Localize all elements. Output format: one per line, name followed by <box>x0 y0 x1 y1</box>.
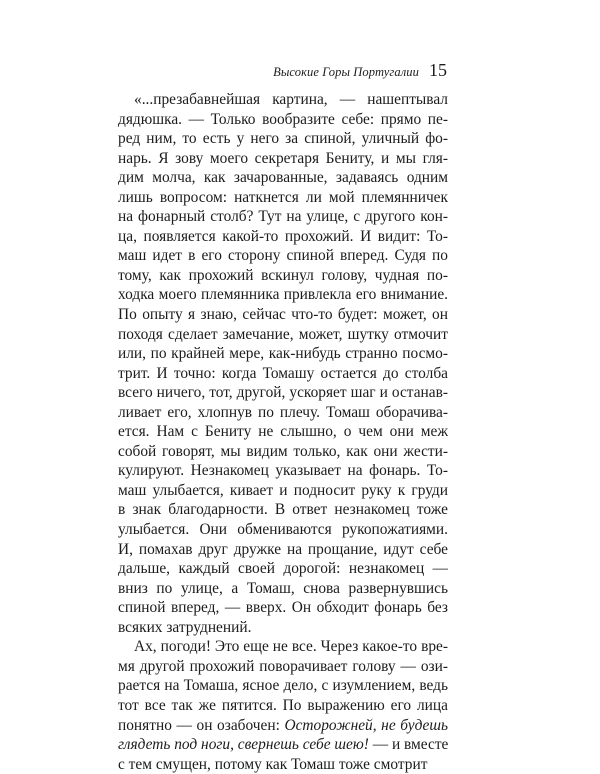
text-segment: маш идет в его сторону спиной вперед. Судя по <box>118 247 448 265</box>
text-segment: всяких затруднений. <box>118 618 252 636</box>
text-segment: в знак благодарности. В ответ незнакомец тоже <box>118 501 448 519</box>
text-segment: дим молча, как зачарованные, задаваясь одним <box>118 169 448 187</box>
text-line <box>118 207 448 227</box>
text-segment: Ах, погоди! Это еще не все. Через какое-то вре- <box>134 638 448 656</box>
text-line <box>118 227 448 247</box>
body-text <box>118 90 448 774</box>
text-line <box>118 481 448 501</box>
text-segment: ца, появляется какой-то прохожий. И видит: То- <box>118 227 448 245</box>
text-line <box>118 129 448 149</box>
text-line <box>118 246 448 266</box>
text-line <box>118 500 448 520</box>
text-segment: «...презабавнейшая картина, — нашептывал <box>134 91 448 108</box>
text-line <box>118 285 448 305</box>
text-line <box>118 676 448 696</box>
text-line <box>118 696 448 716</box>
text-line <box>118 266 448 286</box>
text-segment: дальше, каждый своей дорогой: незнакомец — <box>118 560 448 578</box>
text-line <box>118 735 448 755</box>
text-line <box>118 657 448 677</box>
text-line <box>118 618 448 638</box>
text-segment: — и вместе <box>368 736 448 754</box>
text-segment: И, помахав друг дружке на прощание, идут себе <box>118 540 448 558</box>
text-segment: или, по крайней мере, как-нибудь странно посмо- <box>118 345 448 363</box>
text-segment: ходка моего племянника привлекла его внимание. <box>118 286 448 304</box>
text-line <box>118 442 448 462</box>
text-segment: маш улыбается, кивает и подносит руку к груди <box>118 481 448 499</box>
text-line <box>118 168 448 188</box>
text-segment: рается на Томаша, ясное дело, с изумлением, ведь <box>118 677 448 695</box>
page-number: 15 <box>429 60 447 80</box>
text-line <box>118 716 448 736</box>
text-segment: По опыту я знаю, сейчас что-то будет: может, он <box>118 306 448 324</box>
running-title: Высокие Горы Португалии <box>273 65 419 79</box>
text-line <box>118 422 448 442</box>
text-line <box>118 305 448 325</box>
text-line <box>118 188 448 208</box>
running-header <box>273 60 447 81</box>
text-segment: ется. Нам с Бениту не слышно, о чем они меж <box>118 423 448 441</box>
text-segment: дядюшка. — Только вообразите себе: прямо пе- <box>118 110 448 128</box>
text-line <box>118 149 448 169</box>
text-segment: на фонарный столб? Тут на улице, с другого кон- <box>118 208 448 226</box>
text-line <box>118 461 448 481</box>
italic-text-segment: глядеть под ноги, свернешь себе шею! <box>118 736 369 754</box>
text-line <box>118 364 448 384</box>
text-segment: спиной вперед, — вверх. Он обходит фонарь без <box>118 599 448 617</box>
text-segment: мя другой прохожий поворачивает голову — ози- <box>118 657 448 675</box>
text-line <box>118 325 448 345</box>
text-segment: кулируют. Незнакомец указывает на фонарь. То- <box>118 462 448 480</box>
text-line <box>118 90 448 110</box>
text-segment: походя сделает замечание, может, шутку отмочит <box>118 325 448 343</box>
text-segment: вниз по улице, а Томаш, снова развернувшись <box>118 579 448 597</box>
text-line <box>118 344 448 364</box>
text-line <box>118 579 448 599</box>
text-segment: ред ним, то есть у него за спиной, уличный фо- <box>118 130 448 148</box>
text-segment: улыбается. Они обмениваются рукопожатиями. <box>118 521 448 539</box>
text-line <box>118 520 448 540</box>
text-segment: собой говорят, мы видим только, как они жести- <box>118 442 448 460</box>
text-segment: нарь. Я зову моего секретаря Бениту, и мы гля- <box>118 149 448 167</box>
text-segment: тот все так же пятится. По выражению его лица <box>118 696 448 714</box>
text-line <box>118 755 448 774</box>
text-segment: трит. И точно: когда Томашу остается до столба <box>118 364 448 382</box>
text-line <box>118 110 448 130</box>
text-segment: всего ничего, тот, другой, ускоряет шаг и останав- <box>118 384 448 402</box>
italic-text-segment: Осторожней, не будешь <box>284 716 448 734</box>
text-segment: тому, как прохожий вскинул голову, чудная по- <box>118 266 448 284</box>
text-line <box>118 598 448 618</box>
text-line <box>118 540 448 560</box>
text-segment: ливает его, хлопнув по плечу. Томаш оборачива- <box>118 403 448 421</box>
text-line <box>118 383 448 403</box>
text-segment: понятно — он озабочен: <box>118 716 285 734</box>
text-line <box>118 559 448 579</box>
text-segment: с тем смущен, потому как Томаш тоже смотрит <box>118 755 428 773</box>
text-line <box>118 403 448 423</box>
text-line <box>118 637 448 657</box>
text-segment: лишь вопросом: наткнется ли мой племянничек <box>118 188 448 206</box>
